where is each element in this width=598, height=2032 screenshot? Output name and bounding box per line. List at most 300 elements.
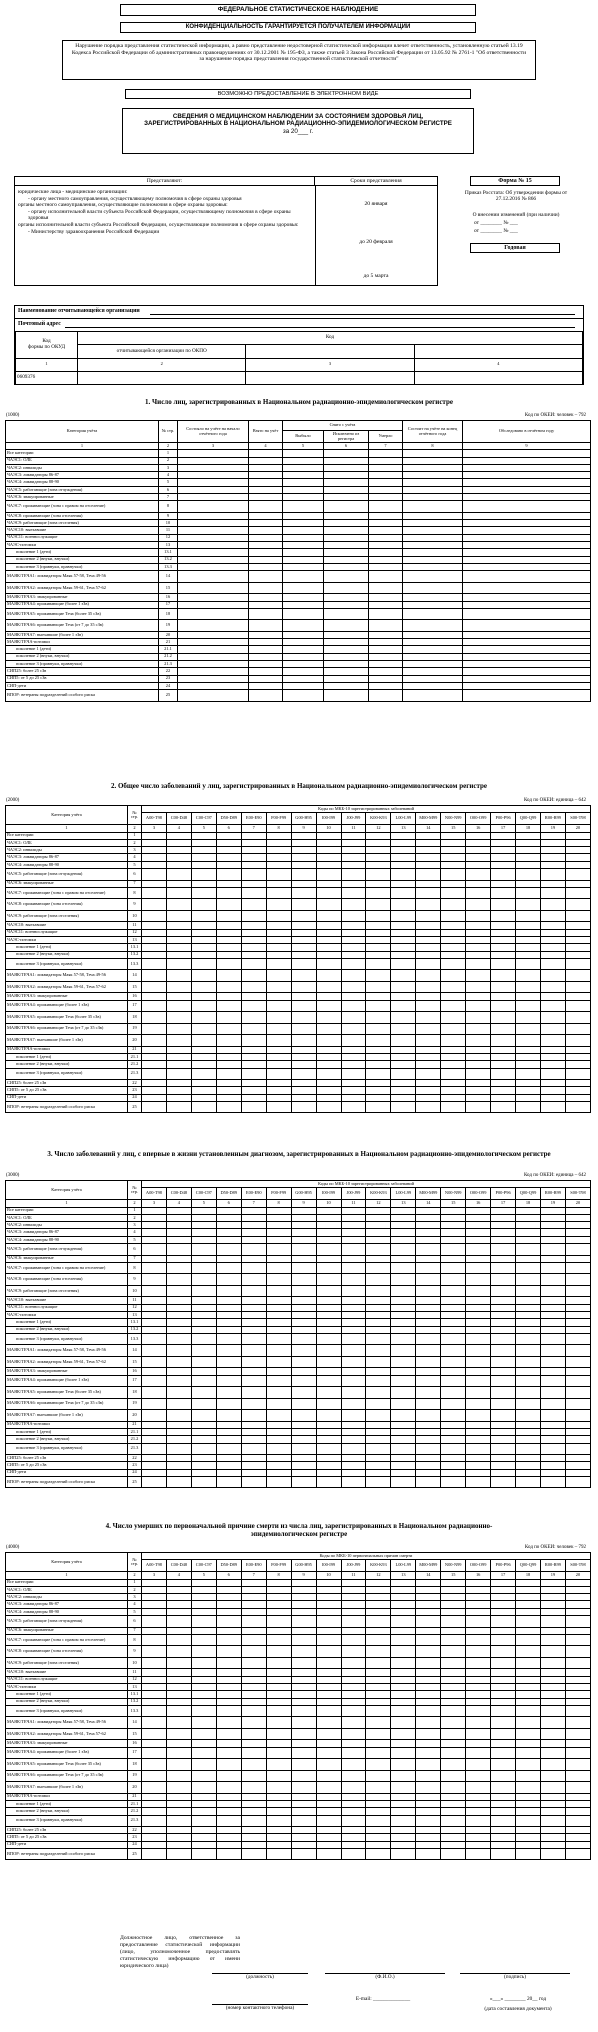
data-cell[interactable] — [391, 1436, 416, 1443]
data-cell[interactable] — [391, 1398, 416, 1410]
data-cell[interactable] — [491, 1586, 516, 1593]
data-cell[interactable] — [565, 1244, 590, 1256]
data-cell[interactable] — [366, 1601, 391, 1608]
data-cell[interactable] — [291, 970, 316, 982]
data-cell[interactable] — [391, 899, 416, 911]
data-cell[interactable] — [142, 1793, 167, 1800]
data-cell[interactable] — [266, 1740, 291, 1747]
data-cell[interactable] — [441, 1410, 466, 1422]
data-cell[interactable] — [391, 880, 416, 887]
data-cell[interactable] — [341, 839, 366, 846]
data-cell[interactable] — [166, 1012, 191, 1024]
data-cell[interactable] — [403, 563, 463, 570]
data-cell[interactable] — [416, 1782, 441, 1794]
data-cell[interactable] — [266, 1023, 291, 1035]
data-cell[interactable] — [216, 1717, 241, 1729]
data-cell[interactable] — [216, 958, 241, 970]
data-cell[interactable] — [466, 1793, 491, 1800]
data-cell[interactable] — [142, 1443, 167, 1455]
data-cell[interactable] — [341, 1421, 366, 1428]
data-cell[interactable] — [249, 512, 283, 519]
data-cell[interactable] — [178, 675, 249, 682]
data-cell[interactable] — [463, 594, 591, 601]
data-cell[interactable] — [565, 1087, 590, 1094]
data-cell[interactable] — [541, 1285, 566, 1297]
data-cell[interactable] — [541, 1297, 566, 1304]
data-cell[interactable] — [316, 1808, 341, 1815]
data-cell[interactable] — [266, 1068, 291, 1080]
data-cell[interactable] — [266, 1782, 291, 1794]
data-cell[interactable] — [341, 1579, 366, 1586]
data-cell[interactable] — [516, 1345, 541, 1357]
data-cell[interactable] — [216, 1207, 241, 1214]
data-cell[interactable] — [391, 1841, 416, 1848]
data-cell[interactable] — [441, 1691, 466, 1698]
data-cell[interactable] — [565, 854, 590, 861]
data-cell[interactable] — [366, 1669, 391, 1676]
data-cell[interactable] — [516, 1834, 541, 1841]
data-cell[interactable] — [441, 1657, 466, 1669]
data-cell[interactable] — [324, 457, 369, 464]
data-cell[interactable] — [366, 1827, 391, 1834]
data-cell[interactable] — [463, 668, 591, 675]
data-cell[interactable] — [491, 1476, 516, 1488]
data-cell[interactable] — [391, 1747, 416, 1759]
data-cell[interactable] — [341, 854, 366, 861]
data-cell[interactable] — [341, 1297, 366, 1304]
data-cell[interactable] — [491, 1000, 516, 1012]
data-cell[interactable] — [565, 1848, 590, 1860]
data-cell[interactable] — [565, 1101, 590, 1113]
data-cell[interactable] — [291, 1793, 316, 1800]
data-cell[interactable] — [178, 631, 249, 638]
data-cell[interactable] — [191, 1080, 216, 1087]
data-cell[interactable] — [166, 922, 191, 929]
data-cell[interactable] — [491, 1808, 516, 1815]
data-cell[interactable] — [491, 1594, 516, 1601]
data-cell[interactable] — [241, 1848, 266, 1860]
data-cell[interactable] — [166, 1000, 191, 1012]
data-cell[interactable] — [178, 542, 249, 549]
data-cell[interactable] — [142, 847, 167, 854]
data-cell[interactable] — [266, 1262, 291, 1274]
data-cell[interactable] — [391, 1410, 416, 1422]
data-cell[interactable] — [316, 1634, 341, 1646]
data-cell[interactable] — [516, 1061, 541, 1068]
data-cell[interactable] — [266, 869, 291, 881]
data-cell[interactable] — [166, 1436, 191, 1443]
data-cell[interactable] — [142, 1304, 167, 1311]
data-cell[interactable] — [391, 1476, 416, 1488]
data-cell[interactable] — [416, 1634, 441, 1646]
data-cell[interactable] — [166, 1297, 191, 1304]
data-cell[interactable] — [291, 1436, 316, 1443]
data-cell[interactable] — [166, 1398, 191, 1410]
data-cell[interactable] — [341, 1683, 366, 1690]
data-cell[interactable] — [366, 1808, 391, 1815]
data-cell[interactable] — [341, 1368, 366, 1375]
data-cell[interactable] — [249, 639, 283, 646]
data-cell[interactable] — [466, 1319, 491, 1326]
data-cell[interactable] — [491, 970, 516, 982]
data-cell[interactable] — [166, 1285, 191, 1297]
data-cell[interactable] — [283, 608, 324, 620]
data-cell[interactable] — [316, 1053, 341, 1060]
data-cell[interactable] — [341, 1207, 366, 1214]
data-cell[interactable] — [316, 1740, 341, 1747]
data-cell[interactable] — [541, 910, 566, 922]
data-cell[interactable] — [466, 1728, 491, 1740]
data-cell[interactable] — [516, 1311, 541, 1318]
data-cell[interactable] — [516, 910, 541, 922]
data-cell[interactable] — [366, 1646, 391, 1658]
data-cell[interactable] — [565, 1634, 590, 1646]
data-cell[interactable] — [191, 1616, 216, 1628]
data-cell[interactable] — [216, 1061, 241, 1068]
data-cell[interactable] — [249, 690, 283, 702]
data-cell[interactable] — [216, 899, 241, 911]
data-cell[interactable] — [516, 1046, 541, 1053]
data-cell[interactable] — [366, 1634, 391, 1646]
data-cell[interactable] — [142, 1222, 167, 1229]
data-cell[interactable] — [416, 936, 441, 943]
data-cell[interactable] — [516, 1080, 541, 1087]
data-cell[interactable] — [291, 1368, 316, 1375]
data-cell[interactable] — [191, 880, 216, 887]
data-cell[interactable] — [366, 1428, 391, 1435]
data-cell[interactable] — [416, 1229, 441, 1236]
data-cell[interactable] — [565, 1627, 590, 1634]
data-cell[interactable] — [466, 1594, 491, 1601]
data-cell[interactable] — [166, 1782, 191, 1794]
data-cell[interactable] — [283, 594, 324, 601]
data-cell[interactable] — [366, 1616, 391, 1628]
data-cell[interactable] — [441, 936, 466, 943]
data-cell[interactable] — [191, 936, 216, 943]
data-cell[interactable] — [166, 869, 191, 881]
data-cell[interactable] — [191, 1222, 216, 1229]
data-cell[interactable] — [266, 1061, 291, 1068]
data-cell[interactable] — [191, 993, 216, 1000]
data-cell[interactable] — [316, 1601, 341, 1608]
data-cell[interactable] — [366, 1068, 391, 1080]
data-cell[interactable] — [541, 1319, 566, 1326]
data-cell[interactable] — [516, 1827, 541, 1834]
data-cell[interactable] — [241, 1691, 266, 1698]
data-cell[interactable] — [541, 1469, 566, 1476]
data-cell[interactable] — [191, 1094, 216, 1101]
data-cell[interactable] — [466, 1053, 491, 1060]
data-cell[interactable] — [516, 1222, 541, 1229]
data-cell[interactable] — [266, 1841, 291, 1848]
data-cell[interactable] — [516, 1375, 541, 1387]
data-cell[interactable] — [283, 501, 324, 513]
data-cell[interactable] — [241, 1080, 266, 1087]
data-cell[interactable] — [266, 832, 291, 839]
data-cell[interactable] — [565, 1061, 590, 1068]
data-cell[interactable] — [341, 1229, 366, 1236]
data-cell[interactable] — [283, 479, 324, 486]
data-cell[interactable] — [283, 675, 324, 682]
data-cell[interactable] — [366, 1443, 391, 1455]
data-cell[interactable] — [142, 922, 167, 929]
data-cell[interactable] — [466, 861, 491, 868]
data-cell[interactable] — [241, 1740, 266, 1747]
data-cell[interactable] — [403, 494, 463, 501]
data-cell[interactable] — [341, 1815, 366, 1827]
data-cell[interactable] — [541, 861, 566, 868]
data-cell[interactable] — [166, 1669, 191, 1676]
data-cell[interactable] — [241, 1046, 266, 1053]
data-cell[interactable] — [241, 880, 266, 887]
data-cell[interactable] — [341, 1319, 366, 1326]
data-cell[interactable] — [216, 1012, 241, 1024]
data-cell[interactable] — [142, 1319, 167, 1326]
data-cell[interactable] — [416, 1728, 441, 1740]
data-cell[interactable] — [316, 1304, 341, 1311]
data-cell[interactable] — [541, 832, 566, 839]
data-cell[interactable] — [178, 556, 249, 563]
data-cell[interactable] — [516, 1326, 541, 1333]
data-cell[interactable] — [366, 854, 391, 861]
data-cell[interactable] — [266, 839, 291, 846]
data-cell[interactable] — [565, 1793, 590, 1800]
data-cell[interactable] — [441, 1455, 466, 1462]
data-cell[interactable] — [316, 936, 341, 943]
data-cell[interactable] — [416, 1368, 441, 1375]
data-cell[interactable] — [341, 887, 366, 899]
data-cell[interactable] — [266, 1646, 291, 1658]
data-cell[interactable] — [142, 861, 167, 868]
data-cell[interactable] — [241, 1601, 266, 1608]
data-cell[interactable] — [266, 993, 291, 1000]
data-cell[interactable] — [316, 1770, 341, 1782]
data-cell[interactable] — [466, 1579, 491, 1586]
data-cell[interactable] — [391, 854, 416, 861]
data-cell[interactable] — [316, 910, 341, 922]
data-cell[interactable] — [466, 922, 491, 929]
data-cell[interactable] — [241, 1326, 266, 1333]
data-cell[interactable] — [391, 1000, 416, 1012]
data-cell[interactable] — [191, 1368, 216, 1375]
data-cell[interactable] — [516, 1698, 541, 1705]
data-cell[interactable] — [341, 899, 366, 911]
data-cell[interactable] — [266, 1436, 291, 1443]
data-cell[interactable] — [416, 1800, 441, 1807]
data-cell[interactable] — [142, 1747, 167, 1759]
data-cell[interactable] — [266, 1608, 291, 1615]
data-cell[interactable] — [178, 594, 249, 601]
data-cell[interactable] — [366, 1356, 391, 1368]
data-cell[interactable] — [491, 1023, 516, 1035]
data-cell[interactable] — [341, 1800, 366, 1807]
data-cell[interactable] — [366, 1080, 391, 1087]
data-cell[interactable] — [291, 854, 316, 861]
data-cell[interactable] — [565, 958, 590, 970]
data-cell[interactable] — [366, 970, 391, 982]
okpo-value[interactable] — [78, 371, 246, 384]
data-cell[interactable] — [516, 922, 541, 929]
data-cell[interactable] — [291, 1728, 316, 1740]
data-cell[interactable] — [491, 1782, 516, 1794]
data-cell[interactable] — [391, 936, 416, 943]
data-cell[interactable] — [369, 690, 403, 702]
data-cell[interactable] — [142, 1770, 167, 1782]
data-cell[interactable] — [416, 1594, 441, 1601]
data-cell[interactable] — [403, 631, 463, 638]
data-cell[interactable] — [441, 1740, 466, 1747]
data-cell[interactable] — [516, 1398, 541, 1410]
data-cell[interactable] — [463, 631, 591, 638]
data-cell[interactable] — [366, 1676, 391, 1683]
data-cell[interactable] — [565, 1728, 590, 1740]
data-cell[interactable] — [191, 1035, 216, 1047]
data-cell[interactable] — [369, 601, 403, 608]
data-cell[interactable] — [565, 1469, 590, 1476]
data-cell[interactable] — [191, 922, 216, 929]
data-cell[interactable] — [391, 1808, 416, 1815]
data-cell[interactable] — [416, 1747, 441, 1759]
data-cell[interactable] — [291, 1262, 316, 1274]
data-cell[interactable] — [541, 847, 566, 854]
data-cell[interactable] — [403, 464, 463, 471]
data-cell[interactable] — [249, 534, 283, 541]
data-cell[interactable] — [142, 1608, 167, 1615]
data-cell[interactable] — [283, 494, 324, 501]
data-cell[interactable] — [491, 1436, 516, 1443]
data-cell[interactable] — [216, 1094, 241, 1101]
data-cell[interactable] — [516, 1214, 541, 1221]
data-cell[interactable] — [316, 1579, 341, 1586]
data-cell[interactable] — [142, 929, 167, 936]
data-cell[interactable] — [166, 1421, 191, 1428]
data-cell[interactable] — [516, 1800, 541, 1807]
data-cell[interactable] — [366, 1586, 391, 1593]
data-cell[interactable] — [403, 582, 463, 594]
data-cell[interactable] — [441, 922, 466, 929]
data-cell[interactable] — [391, 1428, 416, 1435]
data-cell[interactable] — [266, 1657, 291, 1669]
data-cell[interactable] — [291, 1345, 316, 1357]
data-cell[interactable] — [565, 899, 590, 911]
data-cell[interactable] — [391, 1646, 416, 1658]
data-cell[interactable] — [541, 1101, 566, 1113]
data-cell[interactable] — [541, 1345, 566, 1357]
data-cell[interactable] — [565, 1410, 590, 1422]
data-cell[interactable] — [142, 1469, 167, 1476]
data-cell[interactable] — [466, 1207, 491, 1214]
data-cell[interactable] — [516, 958, 541, 970]
data-cell[interactable] — [324, 682, 369, 689]
data-cell[interactable] — [366, 1285, 391, 1297]
data-cell[interactable] — [266, 958, 291, 970]
data-cell[interactable] — [403, 479, 463, 486]
data-cell[interactable] — [291, 1356, 316, 1368]
data-cell[interactable] — [283, 556, 324, 563]
data-cell[interactable] — [441, 1634, 466, 1646]
data-cell[interactable] — [466, 1476, 491, 1488]
data-cell[interactable] — [391, 958, 416, 970]
data-cell[interactable] — [341, 1462, 366, 1469]
data-cell[interactable] — [241, 1698, 266, 1705]
data-cell[interactable] — [391, 1345, 416, 1357]
data-cell[interactable] — [416, 922, 441, 929]
data-cell[interactable] — [516, 951, 541, 958]
data-cell[interactable] — [463, 620, 591, 632]
data-cell[interactable] — [216, 1634, 241, 1646]
data-cell[interactable] — [516, 1634, 541, 1646]
data-cell[interactable] — [291, 1421, 316, 1428]
data-cell[interactable] — [191, 1800, 216, 1807]
data-cell[interactable] — [191, 1101, 216, 1113]
data-cell[interactable] — [216, 1387, 241, 1399]
data-cell[interactable] — [283, 520, 324, 527]
data-cell[interactable] — [391, 1683, 416, 1690]
data-cell[interactable] — [142, 970, 167, 982]
data-cell[interactable] — [541, 1368, 566, 1375]
data-cell[interactable] — [341, 880, 366, 887]
data-cell[interactable] — [166, 1428, 191, 1435]
data-cell[interactable] — [391, 1387, 416, 1399]
data-cell[interactable] — [142, 1214, 167, 1221]
data-cell[interactable] — [565, 936, 590, 943]
data-cell[interactable] — [491, 951, 516, 958]
data-cell[interactable] — [324, 556, 369, 563]
data-cell[interactable] — [241, 1304, 266, 1311]
data-cell[interactable] — [283, 549, 324, 556]
data-cell[interactable] — [565, 1782, 590, 1794]
data-cell[interactable] — [291, 832, 316, 839]
data-cell[interactable] — [441, 1094, 466, 1101]
data-cell[interactable] — [516, 847, 541, 854]
data-cell[interactable] — [416, 1698, 441, 1705]
data-cell[interactable] — [316, 1345, 341, 1357]
data-cell[interactable] — [142, 944, 167, 951]
data-cell[interactable] — [316, 1683, 341, 1690]
data-cell[interactable] — [216, 1410, 241, 1422]
data-cell[interactable] — [369, 675, 403, 682]
data-cell[interactable] — [266, 1634, 291, 1646]
data-cell[interactable] — [291, 1455, 316, 1462]
data-cell[interactable] — [441, 887, 466, 899]
data-cell[interactable] — [241, 1368, 266, 1375]
data-cell[interactable] — [565, 1740, 590, 1747]
data-cell[interactable] — [491, 1274, 516, 1286]
data-cell[interactable] — [166, 1740, 191, 1747]
data-cell[interactable] — [441, 1728, 466, 1740]
data-cell[interactable] — [391, 1770, 416, 1782]
data-cell[interactable] — [191, 1683, 216, 1690]
data-cell[interactable] — [191, 1000, 216, 1012]
data-cell[interactable] — [216, 1244, 241, 1256]
data-cell[interactable] — [178, 563, 249, 570]
data-cell[interactable] — [416, 1848, 441, 1860]
data-cell[interactable] — [241, 1728, 266, 1740]
data-cell[interactable] — [291, 1594, 316, 1601]
data-cell[interactable] — [369, 479, 403, 486]
data-cell[interactable] — [266, 1616, 291, 1628]
data-cell[interactable] — [541, 1000, 566, 1012]
data-cell[interactable] — [463, 661, 591, 668]
data-cell[interactable] — [369, 450, 403, 457]
data-cell[interactable] — [416, 1094, 441, 1101]
data-cell[interactable] — [266, 1827, 291, 1834]
data-cell[interactable] — [166, 929, 191, 936]
data-cell[interactable] — [391, 1297, 416, 1304]
data-cell[interactable] — [216, 887, 241, 899]
data-cell[interactable] — [565, 910, 590, 922]
data-cell[interactable] — [341, 1455, 366, 1462]
